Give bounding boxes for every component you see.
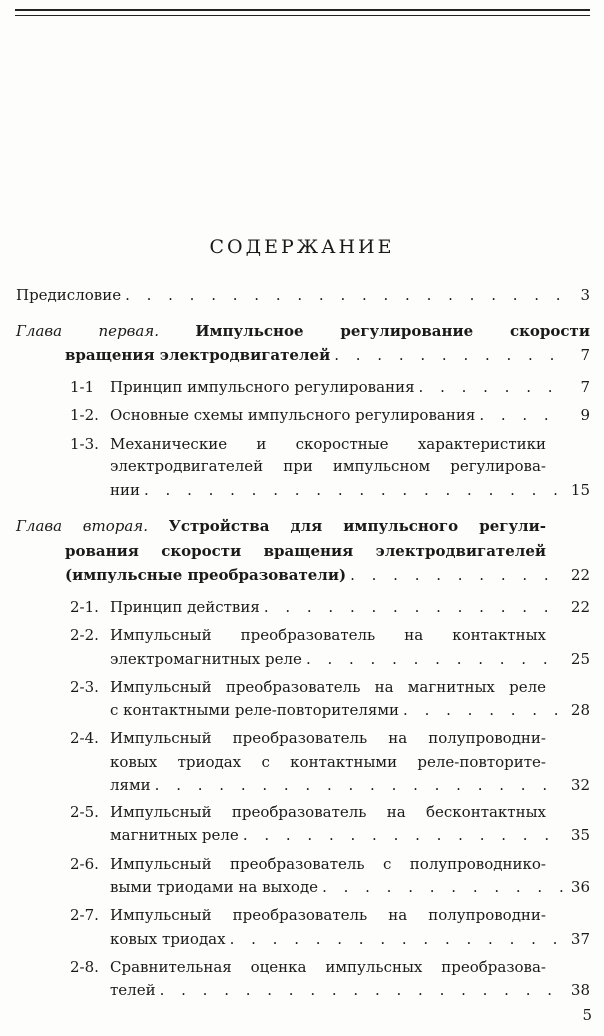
section-number: 1-3. (70, 435, 99, 453)
toc-entry-2-8-end (110, 980, 590, 1000)
leader-dots (160, 980, 564, 1000)
section-number: 2-5. (70, 803, 99, 821)
toc-entry-2-3-end (110, 700, 590, 720)
page-title: СОДЕРЖАНИЕ (209, 236, 395, 258)
chapter-title-line: вращения электродвигателей (65, 346, 331, 364)
section-title: лями (110, 776, 151, 794)
toc-entry-2-7[interactable] (70, 905, 590, 925)
leader-dots (350, 565, 564, 585)
toc-entry-1-3[interactable] (70, 434, 590, 454)
leader-dots (264, 597, 564, 617)
leader-dots (125, 285, 564, 305)
section-title: Сравнительная оценка импульсных преобразова- (110, 958, 546, 976)
section-title: Механические и скоростные характеристики (110, 435, 546, 453)
section-title: Принцип действия (110, 598, 260, 616)
section-title: Импульсный преобразователь на магнитных реле (110, 678, 546, 696)
leader-dots (306, 649, 564, 669)
leader-dots (334, 345, 564, 365)
leader-dots (144, 480, 564, 500)
toc-entry-2-8[interactable] (70, 957, 590, 977)
section-number: 2-3. (70, 678, 99, 696)
toc-entry-1-3-end (110, 480, 590, 500)
toc-entry-2-5-end (110, 825, 590, 845)
toc-entry-preface[interactable] (16, 285, 590, 305)
section-title: Импульсный преобразователь на контактных (110, 626, 546, 644)
toc-entry-2-3[interactable] (70, 677, 590, 697)
leader-dots (419, 377, 564, 397)
chapter-2-title[interactable] (16, 516, 546, 536)
toc-entry-2-4-end (110, 775, 590, 795)
toc-page: 28 (570, 701, 590, 719)
toc-entry-1-2[interactable] (70, 405, 590, 425)
section-number: 2-7. (70, 906, 99, 924)
section-title: Принцип импульсного регулирования (110, 378, 415, 396)
section-title: Основные схемы импульсного регулирования (110, 406, 476, 424)
chapter-1-title-cont[interactable] (65, 345, 590, 365)
chapter-title-line: (импульсные преобразователи) (65, 566, 347, 584)
toc-page: 36 (570, 878, 590, 896)
chapter-title-line: Импульсное регулирование скорости (195, 322, 590, 340)
toc-entry-2-6[interactable] (70, 854, 590, 874)
toc-page: 35 (570, 826, 590, 844)
section-title: Импульсный преобразователь на полупроводни- (110, 906, 546, 924)
toc-page: 25 (570, 650, 590, 668)
leader-dots (322, 877, 564, 897)
toc-page: 7 (580, 378, 590, 396)
section-title: Импульсный преобразователь на полупроводни- (110, 729, 546, 747)
leader-dots (479, 405, 564, 425)
section-title: выми триодами на выходе (110, 878, 319, 896)
toc-page: 38 (570, 981, 590, 999)
chapter-label: Глава вторая. (16, 517, 148, 535)
chapter-label: Глава первая. (16, 322, 159, 340)
toc-entry-1-3-cont (110, 456, 546, 476)
section-title: телей (110, 981, 156, 999)
section-number: 1-1 (70, 378, 95, 396)
section-title: электромагнитных реле (110, 650, 302, 668)
page-number: 5 (582, 1006, 592, 1024)
toc-page: 9 (580, 406, 590, 424)
toc-page: 3 (580, 286, 590, 304)
toc-page: 15 (570, 481, 590, 499)
toc-entry-2-5[interactable] (70, 802, 590, 822)
section-number: 2-6. (70, 855, 99, 873)
leader-dots (403, 700, 564, 720)
section-number: 2-4. (70, 729, 99, 747)
section-title: электродвигателей при импульсном регулирова- (110, 457, 546, 475)
toc-entry-1-1[interactable] (70, 377, 590, 397)
top-rule-thin (15, 15, 590, 16)
chapter-1-title[interactable] (16, 321, 590, 341)
toc-entry-2-2[interactable] (70, 625, 590, 645)
section-title: Импульсный преобразователь на бесконтактных (110, 803, 546, 821)
section-number: 2-8. (70, 958, 99, 976)
chapter-2-title-cont (65, 541, 546, 561)
toc-entry-2-4[interactable] (70, 728, 590, 748)
toc-entry-2-6-end (110, 877, 590, 897)
section-title: магнитных реле (110, 826, 239, 844)
toc-entry-2-7-end (110, 929, 590, 949)
leader-dots (155, 775, 564, 795)
section-title: с контактными реле-повторителями (110, 701, 400, 719)
chapter-2-title-end (65, 565, 590, 585)
section-number: 1-2. (70, 406, 99, 424)
toc-page: 37 (570, 930, 590, 948)
toc-label: Предисловие (16, 286, 122, 304)
toc-entry-2-2-end (110, 649, 590, 669)
toc-page: 32 (570, 776, 590, 794)
toc-page: 22 (570, 598, 590, 616)
chapter-title-line: Устройства для импульсного регули- (168, 517, 546, 535)
toc-page: 7 (580, 346, 590, 364)
section-number: 2-2. (70, 626, 99, 644)
toc-page: 22 (570, 566, 590, 584)
section-title: ковых триодах с контактными реле-повторите- (110, 753, 546, 771)
leader-dots (230, 929, 564, 949)
section-title: Импульсный преобразователь с полупроводнико- (110, 855, 546, 873)
section-number: 2-1. (70, 598, 99, 616)
toc-entry-2-4-cont (110, 752, 546, 772)
toc-entry-2-1[interactable] (70, 597, 590, 617)
top-rule (15, 9, 590, 11)
chapter-title-line: рования скорости вращения электродвигателей (65, 542, 546, 560)
section-title: ковых триодах (110, 930, 226, 948)
leader-dots (243, 825, 564, 845)
section-title: нии (110, 481, 140, 499)
